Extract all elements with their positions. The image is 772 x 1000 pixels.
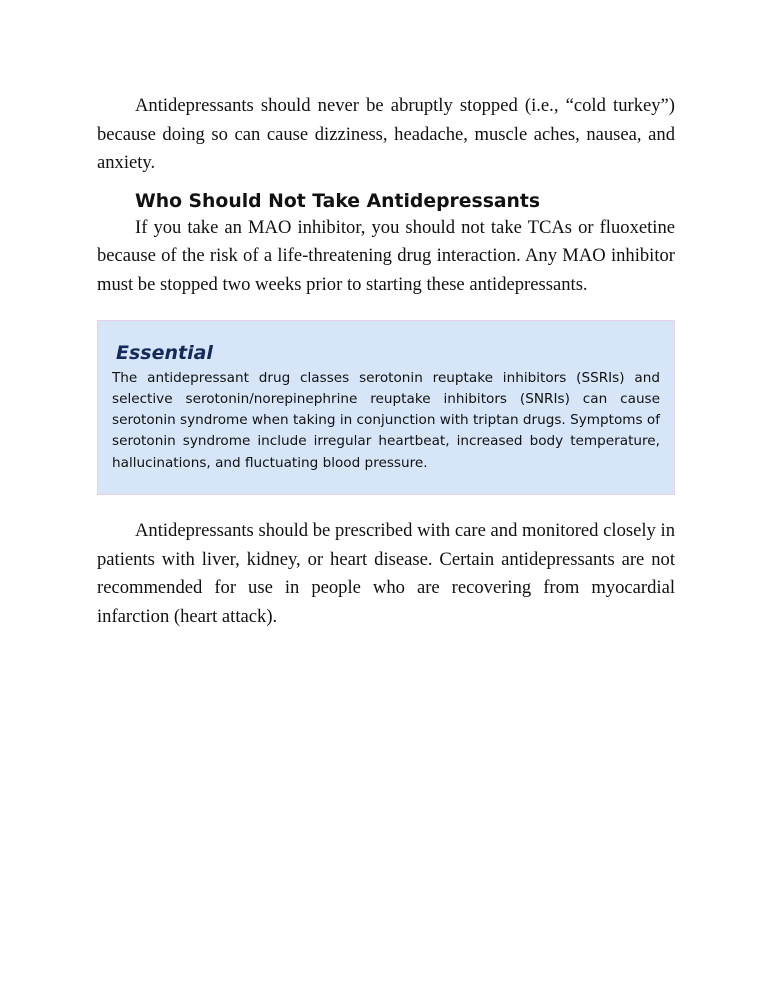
essential-callout-box xyxy=(97,320,675,495)
paragraph-mao-inhibitor: If you take an MAO inhibitor, you should not take TCAs or fluoxetine because of the risk of a life-threatening drug interaction. Any MAO inhibitor must be stopped two weeks prior to starting these antidepressants. xyxy=(97,216,675,295)
callout-body: The antidepressant drug classes serotonin reuptake inhibitors (SSRIs) and selective serotonin/norepinephrine reuptake inhibitors (SNRIs) can cause serotonin syndrome when taking in conjunction with triptan drugs. Symptoms of serotonin syndrome include irregular heartbeat, increased body temperature, hallucinations, and fluctuating blood pressure. xyxy=(112,369,661,471)
document-page xyxy=(97,92,675,631)
paragraph-prescribed-with-care: Antidepressants should be prescribed with care and monitored closely in patients with liver, kidney, or heart disease. Certain antidepressants are not recommended for use in people who are recovering from myocardial infarction (heart attack). xyxy=(97,520,675,627)
paragraph-abrupt-stop: Antidepressants should never be abruptly stopped (i.e., “cold turkey”) because doing so can cause dizziness, headache, muscle aches, nausea, and anxiety. xyxy=(97,95,675,174)
callout-title: Essential xyxy=(116,341,213,364)
section-heading: Who Should Not Take Antidepressants xyxy=(135,190,541,212)
